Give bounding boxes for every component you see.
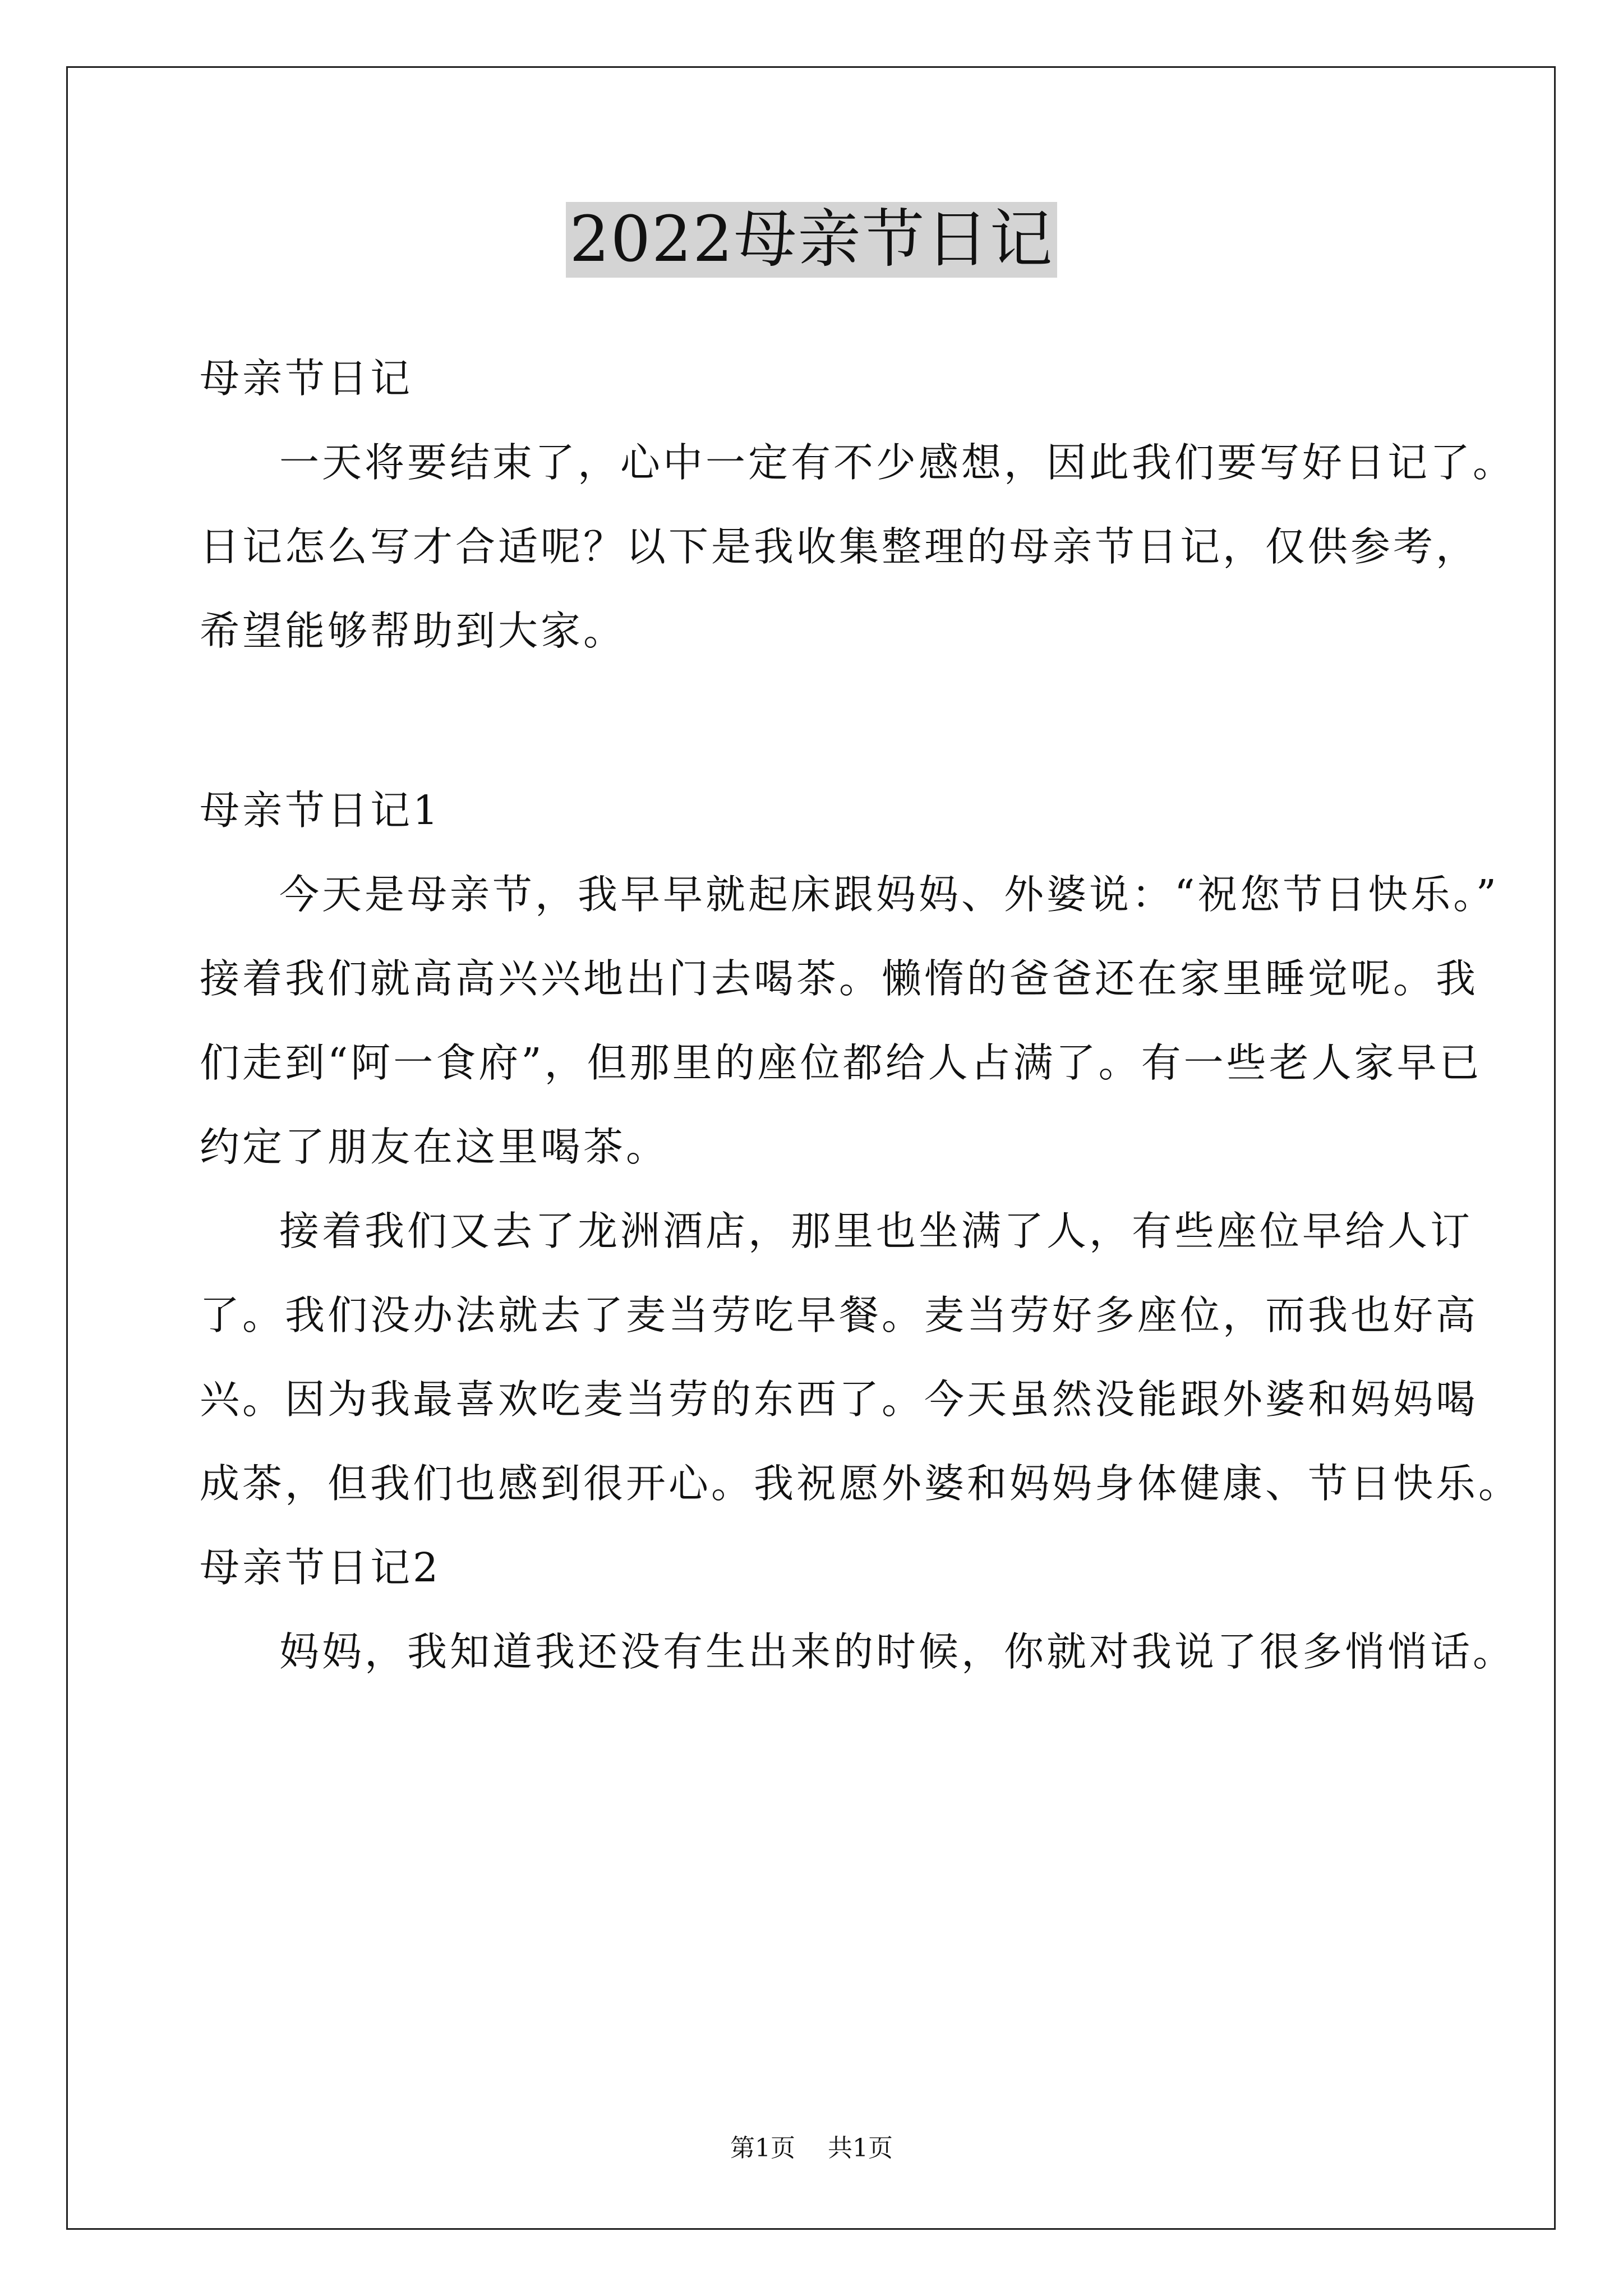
document-body <box>200 337 1523 1694</box>
section-heading: 母亲节日记2 <box>200 1544 441 1591</box>
paragraph-line: 日记怎么写才合适呢？以下是我收集整理的母亲节日记，仅供参考， <box>200 523 1479 570</box>
paragraph-line: 约定了朋友在这里喝茶。 <box>200 1124 669 1170</box>
paragraph-gap <box>200 673 1523 769</box>
paragraph-line: 成茶，但我们也感到很开心。我祝愿外婆和妈妈身体健康、节日快乐。 <box>200 1460 1521 1507</box>
paragraph-line: 妈妈，我知道我还没有生出来的时候，你就对我说了很多悄悄话。 <box>279 1628 1516 1675</box>
page-number: 第1页 <box>730 2134 795 2162</box>
paragraph-line: 今天是母亲节，我早早就起床跟妈妈、外婆说：“祝您节日快乐。” <box>279 871 1500 918</box>
paragraph-line: 们走到“阿一食府”，但那里的座位都给人占满了。有一些老人家早已 <box>200 1039 1482 1086</box>
paragraph-line: 了。我们没办法就去了麦当劳吃早餐。麦当劳好多座位，而我也好高 <box>200 1292 1479 1338</box>
section-heading: 母亲节日记1 <box>200 787 441 834</box>
paragraph-line: 接着我们就高高兴兴地出门去喝茶。懒惰的爸爸还在家里睡觉呢。我 <box>200 955 1479 1002</box>
title-container <box>0 202 1623 278</box>
paragraph-line: 接着我们又去了龙洲酒店，那里也坐满了人，有些座位早给人订 <box>279 1208 1473 1254</box>
page-footer <box>0 2132 1623 2165</box>
page-total: 共1页 <box>828 2134 893 2162</box>
paragraph-line: 一天将要结束了，心中一定有不少感想，因此我们要写好日记了。 <box>279 439 1516 486</box>
paragraph-line: 希望能够帮助到大家。 <box>200 608 626 654</box>
paragraph-line: 兴。因为我最喜欢吃麦当劳的东西了。今天虽然没能跟外婆和妈妈喝 <box>200 1376 1479 1423</box>
document-title: 2022母亲节日记 <box>566 202 1057 278</box>
section-heading: 母亲节日记 <box>200 355 413 402</box>
